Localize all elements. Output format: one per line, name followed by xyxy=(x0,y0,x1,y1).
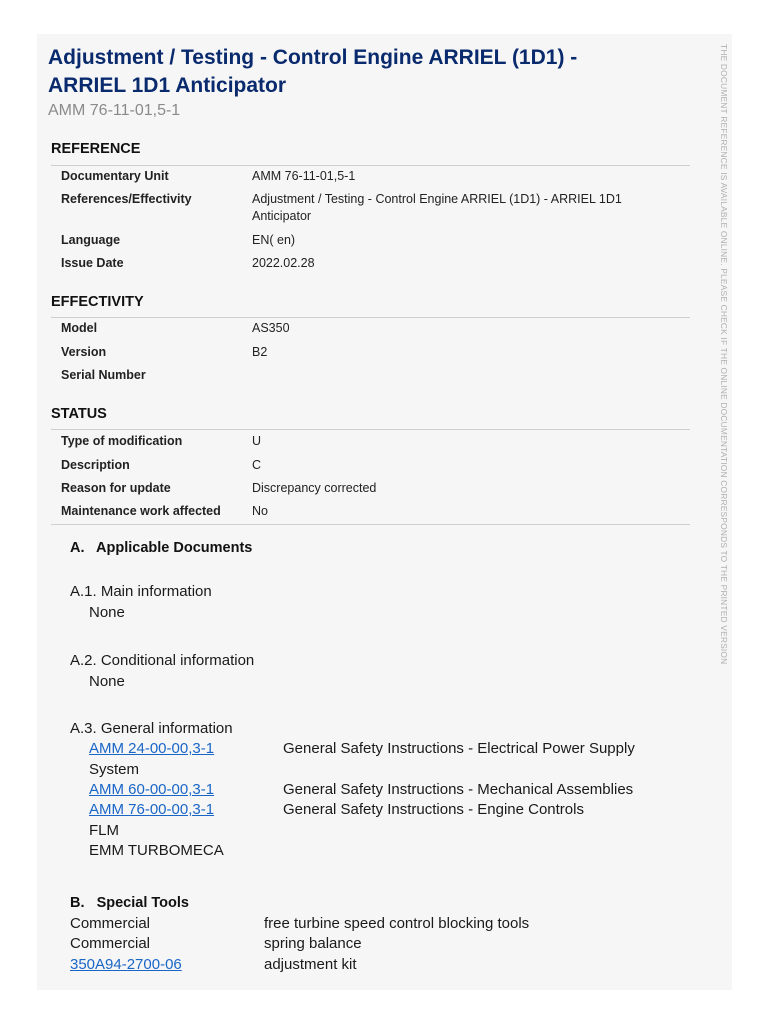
special-tool-ref: Commercial xyxy=(70,935,151,952)
version-label: Version xyxy=(61,345,107,359)
applicable-documents-heading: A. Applicable Documents xyxy=(70,540,253,556)
type-of-modification-value: U xyxy=(252,434,262,448)
type-of-modification-label: Type of modification xyxy=(61,434,183,448)
description-value: C xyxy=(252,458,262,472)
main-information-text: None xyxy=(89,604,125,621)
description-label: Description xyxy=(61,458,130,472)
special-tool-description: free turbine speed control blocking tools xyxy=(264,915,530,932)
general-information-heading: A.3. General information xyxy=(70,720,233,737)
conditional-information-heading: A.2. Conditional information xyxy=(70,652,255,669)
special-tool-description: adjustment kit xyxy=(264,956,357,973)
documentary-unit-label: Documentary Unit xyxy=(61,169,169,183)
main-information-heading: A.1. Main information xyxy=(70,583,212,600)
adjustment-kit-link[interactable]: 350A94-2700-06 xyxy=(70,956,182,973)
document-code: AMM 76-11-01,5-1 xyxy=(48,102,181,119)
general-item-ref: EMM TURBOMECA xyxy=(89,842,224,859)
special-tool-ref: Commercial xyxy=(70,915,151,932)
amm-24-00-00-link[interactable]: AMM 24-00-00,3-1 xyxy=(89,740,215,757)
side-disclaimer: THE DOCUMENT REFERENCE IS AVAILABLE ONLINE. PLEASE CHECK IF THE ONLINE DOCUMENTATION CORRESPONDS TO THE PRINTED VERSION xyxy=(719,44,729,665)
issue-date-label: Issue Date xyxy=(61,256,124,270)
status-bottom-divider xyxy=(51,524,690,525)
maintenance-work-affected-value: No xyxy=(252,504,268,518)
special-tool-description: spring balance xyxy=(264,935,362,952)
general-item-ref: System xyxy=(89,761,140,778)
general-item-description: General Safety Instructions - Electrical Power Supply xyxy=(283,740,635,757)
language-value: EN( en) xyxy=(252,233,296,247)
documentary-unit-value: AMM 76-11-01,5-1 xyxy=(252,169,356,183)
maintenance-work-affected-label: Maintenance work affected xyxy=(61,504,221,518)
general-item-description: General Safety Instructions - Engine Controls xyxy=(283,801,584,818)
amm-76-00-00-link[interactable]: AMM 76-00-00,3-1 xyxy=(89,801,215,818)
status-heading: STATUS xyxy=(51,406,107,422)
language-label: Language xyxy=(61,233,121,247)
model-label: Model xyxy=(61,321,98,335)
issue-date-value: 2022.02.28 xyxy=(252,256,315,270)
effectivity-divider xyxy=(51,317,690,318)
conditional-information-text: None xyxy=(89,673,125,690)
page-title: Adjustment / Testing - Control Engine ARRIEL (1D1) - ARRIEL 1D1 Anticipator xyxy=(48,46,578,97)
status-divider xyxy=(51,429,690,430)
model-value: AS350 xyxy=(252,321,290,335)
serial-number-label: Serial Number xyxy=(61,368,146,382)
special-tools-heading: B. Special Tools xyxy=(70,895,189,911)
references-effectivity-label: References/Effectivity xyxy=(61,192,192,206)
reference-heading: REFERENCE xyxy=(51,141,141,157)
amm-60-00-00-link[interactable]: AMM 60-00-00,3-1 xyxy=(89,781,215,798)
reference-divider xyxy=(51,165,690,166)
effectivity-heading: EFFECTIVITY xyxy=(51,294,144,310)
references-effectivity-value: Adjustment / Testing - Control Engine ARRIEL (1D1) - ARRIEL 1D1 Anticipator xyxy=(252,192,622,223)
version-value: B2 xyxy=(252,345,268,359)
reason-for-update-label: Reason for update xyxy=(61,481,171,495)
reason-for-update-value: Discrepancy corrected xyxy=(252,481,377,495)
general-item-ref: FLM xyxy=(89,822,119,839)
general-item-description: General Safety Instructions - Mechanical Assemblies xyxy=(283,781,634,798)
